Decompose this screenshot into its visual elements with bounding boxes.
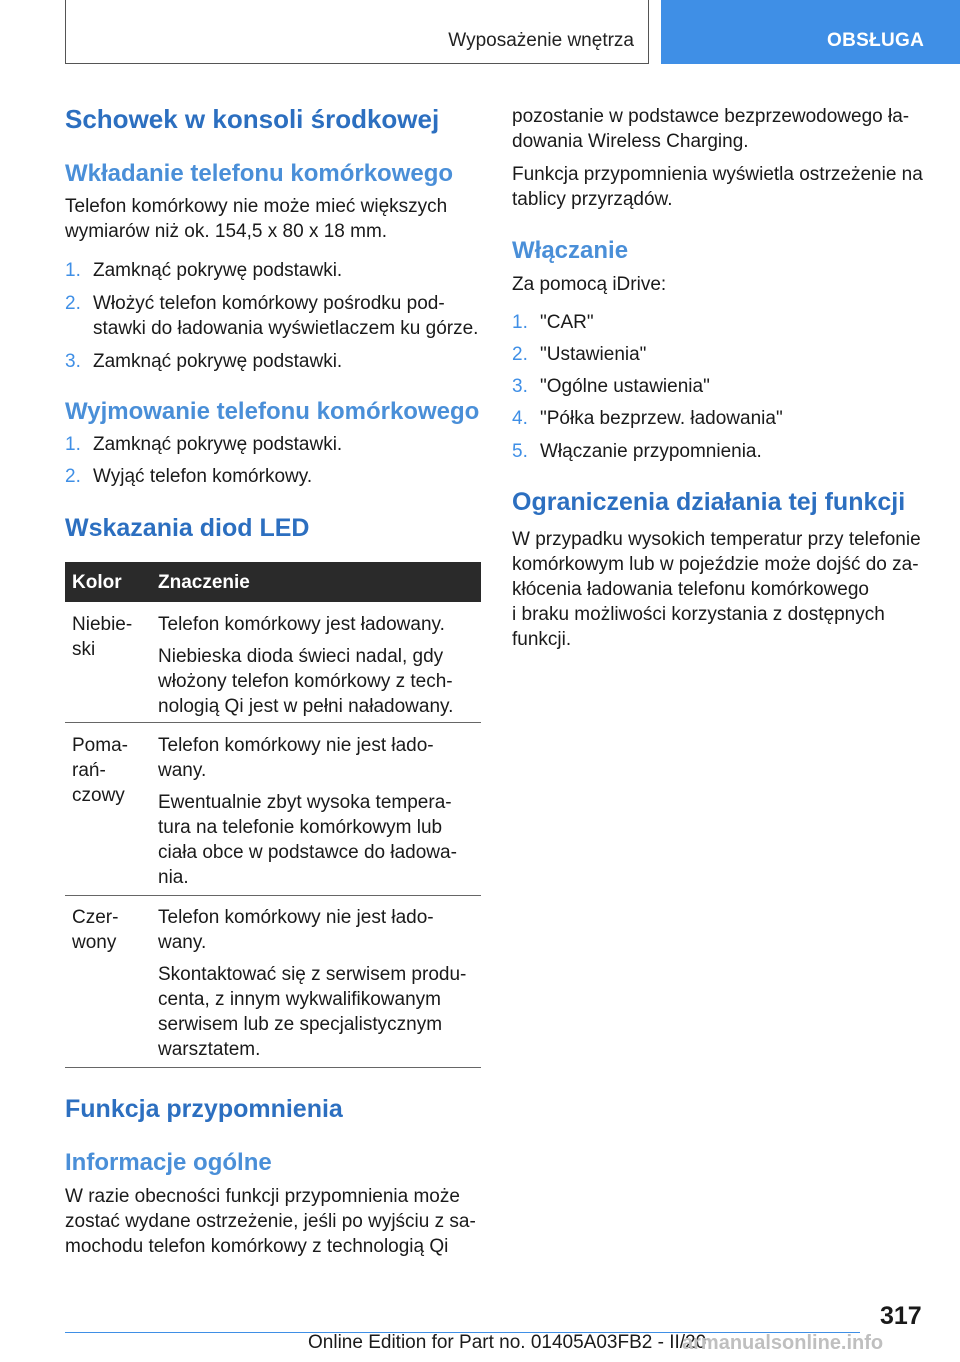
heading-led: Wskazania diod LED [65, 514, 310, 542]
heading-insert-phone: Wkładanie telefonu komórkowego [65, 160, 454, 187]
general-paragraph: W razie obecności funkcji przypomnienia może zostać wydane ostrzeżenie, jeśli po wyjściu z sa- mochodu telefon komórkowy z technologią Qi [65, 1186, 476, 1257]
table-cell-color: Poma- rań- czowy [72, 735, 128, 806]
row-divider [65, 722, 481, 723]
continued-paragraph: pozostanie w podstawce bezprzewodowego ła- dowania Wireless Charging. [512, 106, 910, 152]
limits-paragraph: W przypadku wysokich temperatur przy telefonie komórkowym lub w pojeździe może dojść do za- kłócenia ładowania telefonu komórkowego i braku możliwości korzystania z dostępnych funkcji. [512, 529, 921, 650]
table-cell-meaning: Telefon komórkowy jest ładowany. Niebieska dioda świeci nadal, gdy włożony telefon komórkowy z tech- nologią Qi jest w pełni naładowany. [158, 614, 454, 717]
header-chapter-tab[interactable] [661, 0, 960, 64]
heading-remove-phone: Wyjmowanie telefonu komórkowego [65, 398, 480, 425]
table-cell-color: Czer- wony [72, 907, 119, 953]
heading-limits: Ograniczenia działania tej funkcji [512, 488, 906, 516]
row-divider [65, 895, 481, 896]
column-header-meaning: Znaczenie [158, 572, 250, 593]
column-header-color: Kolor [72, 572, 122, 593]
page-number: 317 [880, 1302, 922, 1330]
heading-general-info: Informacje ogólne [65, 1149, 272, 1176]
heading-reminder: Funkcja przypomnienia [65, 1095, 343, 1123]
watermark: armanualsonline.info [682, 1332, 884, 1354]
footer-edition: Online Edition for Part no. 01405A03FB2 - II/20 [308, 1332, 707, 1353]
idrive-intro: Za pomocą iDrive: [512, 274, 667, 295]
row-divider [65, 1067, 481, 1068]
header-section-title: Wyposażenie wnętrza [448, 30, 634, 51]
table-cell-meaning: Telefon komórkowy nie jest łado- wany. Ewentualnie zbyt wysoka tempera- tura na telefonie komórkowym lub ciała obce w podstawce do ładowa- nia. [158, 735, 457, 888]
header-box [65, 0, 649, 64]
heading-enable: Włączanie [512, 237, 629, 264]
warning-paragraph: Funkcja przypomnienia wyświetla ostrzeżenie na tablicy przyrządów. [512, 164, 923, 210]
table-header [65, 562, 481, 602]
header-chapter-label: OBSŁUGA [827, 30, 925, 51]
heading-storage: Schowek w konsoli środkowej [65, 104, 440, 134]
table-cell-color: Niebie- ski [72, 614, 133, 660]
table-cell-meaning: Telefon komórkowy nie jest łado- wany. Skontaktować się z serwisem produ- centa, z innym wykwalifikowanym serwisem lub ze specjalistycznym warsztatem. [158, 907, 467, 1060]
insert-paragraph: Telefon komórkowy nie może mieć większych wymiarów niż ok. 154,5 x 80 x 18 mm. [65, 196, 448, 242]
